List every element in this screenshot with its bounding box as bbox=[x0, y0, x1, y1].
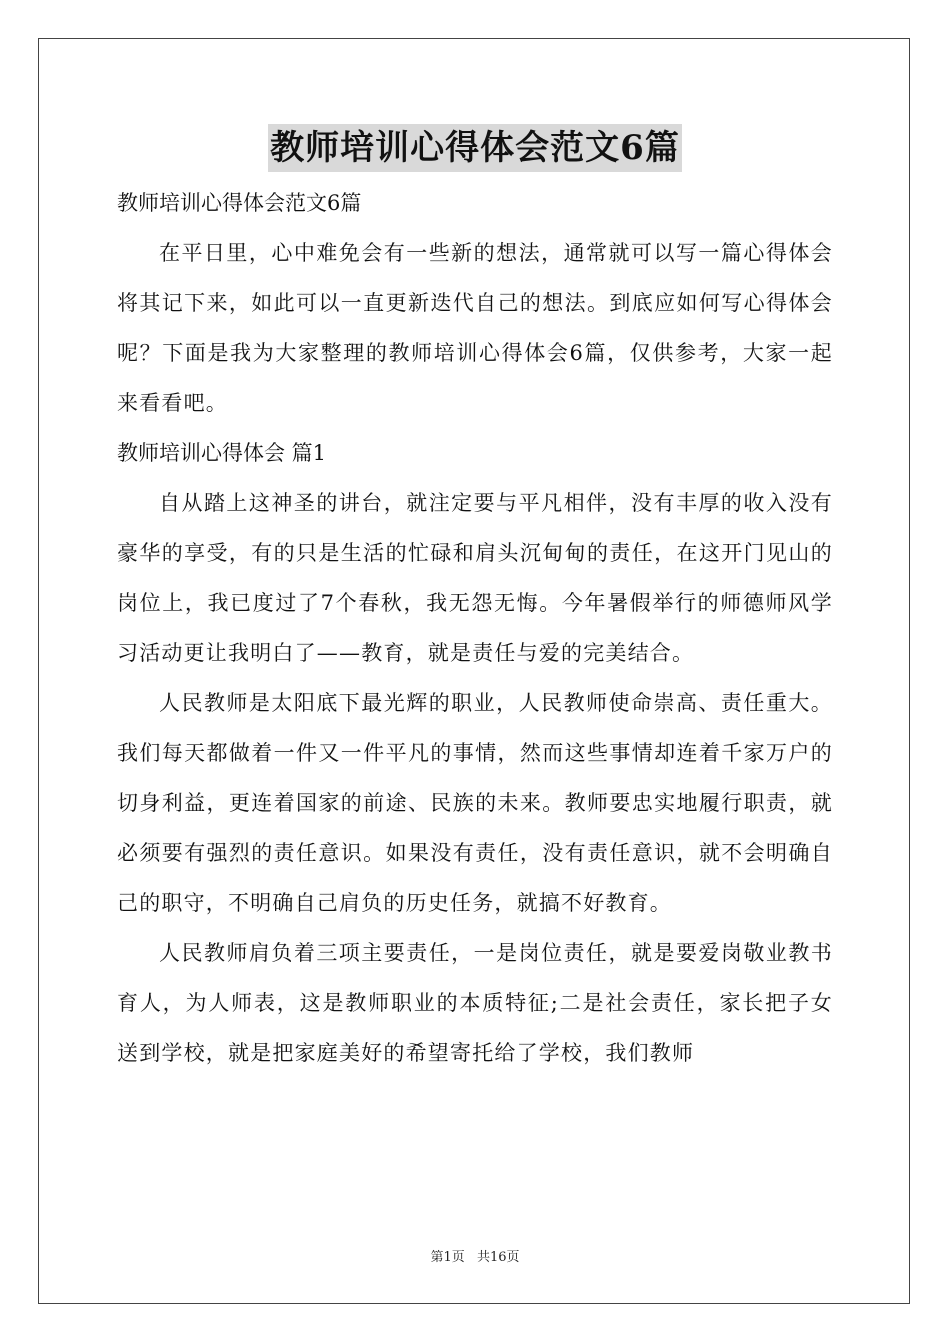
document-body bbox=[117, 178, 833, 1078]
body-paragraph-3: 人民教师肩负着三项主要责任，一是岗位责任，就是要爱岗敬业教书育人，为人师表，这是教师职业的本质特征;二是社会责任，家长把子女送到学校，就是把家庭美好的希望寄托给了学校，我们教师 bbox=[117, 941, 833, 1065]
intro-paragraph: 在平日里，心中难免会有一些新的想法，通常就可以写一篇心得体会将其记下来，如此可以一直更新迭代自己的想法。到底应如何写心得体会呢？下面是我为大家整理的教师培训心得体会6篇，仅供参考，大家一起来看看吧。 bbox=[117, 241, 833, 415]
page-footer bbox=[0, 1246, 950, 1265]
section-heading: 教师培训心得体会 篇1 bbox=[117, 441, 327, 465]
title-container bbox=[0, 124, 950, 172]
document-title: 教师培训心得体会范文6篇 bbox=[268, 124, 682, 172]
document-subtitle: 教师培训心得体会范文6篇 bbox=[117, 191, 362, 215]
page-total: 共16页 bbox=[476, 1250, 520, 1265]
body-paragraph-2: 人民教师是太阳底下最光辉的职业，人民教师使命崇高、责任重大。我们每天都做着一件又一件平凡的事情，然而这些事情却连着千家万户的切身利益，更连着国家的前途、民族的未来。教师要忠实地履行职责，就必须要有强烈的责任意识。如果没有责任，没有责任意识，就不会明确自己的职守，不明确自己肩负的历史任务，就搞不好教育。 bbox=[117, 691, 833, 915]
page-number: 第1页 bbox=[430, 1250, 465, 1265]
body-paragraph-1: 自从踏上这神圣的讲台，就注定要与平凡相伴，没有丰厚的收入没有豪华的享受，有的只是生活的忙碌和肩头沉甸甸的责任，在这开门见山的岗位上，我已度过了7个春秋，我无怨无悔。今年暑假举行的师德师风学习活动更让我明白了——教育，就是责任与爱的完美结合。 bbox=[117, 491, 833, 665]
